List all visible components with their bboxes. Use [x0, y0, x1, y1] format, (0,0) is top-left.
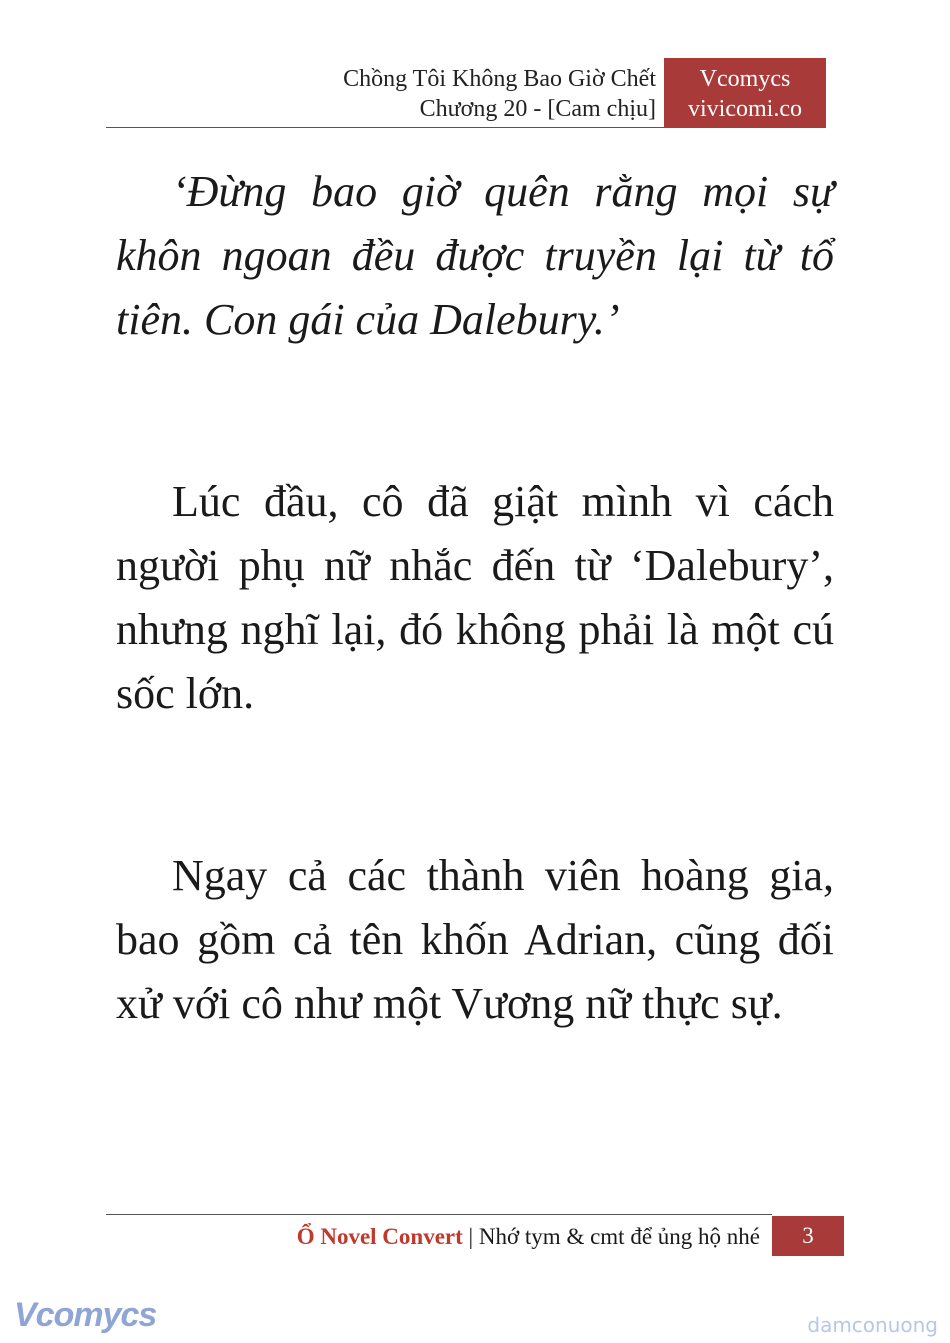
book-title-block	[343, 64, 656, 124]
paragraph: Lúc đầu, cô đã giật mình vì cách người phụ nữ nhắc đến từ ‘Dalebury’, nhưng nghĩ lại, đó không phải là một cú sốc lớn.	[116, 477, 834, 718]
paragraph-quote: ‘Đừng bao giờ quên rằng mọi sự khôn ngoan đều được truyền lại từ tổ tiên. Con gái của Dalebury.’	[116, 167, 834, 344]
page-footer	[106, 1216, 844, 1256]
footer-caption	[297, 1222, 760, 1252]
site-badge	[664, 58, 826, 128]
chapter-title: Chương 20 - [Cam chịu]	[419, 96, 656, 122]
footer-brand: Ổ Novel Convert	[296, 1224, 463, 1249]
footer-note: Nhớ tym & cmt để ủng hộ nhé	[478, 1224, 760, 1249]
site-url: vivicomi.co	[688, 96, 802, 122]
paragraph: Ngay cả các thành viên hoàng gia, bao gồm cả tên khốn Adrian, cũng đối xử với cô như một Vương nữ thực sự.	[116, 851, 834, 1028]
book-title: Chồng Tôi Không Bao Giờ Chết	[343, 66, 656, 92]
footer-separator: |	[462, 1224, 479, 1249]
watermark-text: damconuong	[807, 1313, 938, 1337]
page-number: 3	[772, 1216, 844, 1256]
footer-divider	[106, 1214, 772, 1215]
header-divider	[106, 127, 664, 128]
watermark-logo: Vcomycs	[14, 1296, 157, 1334]
site-name: Vcomycs	[699, 66, 791, 92]
page-header	[106, 58, 826, 128]
page-body	[116, 160, 834, 1036]
